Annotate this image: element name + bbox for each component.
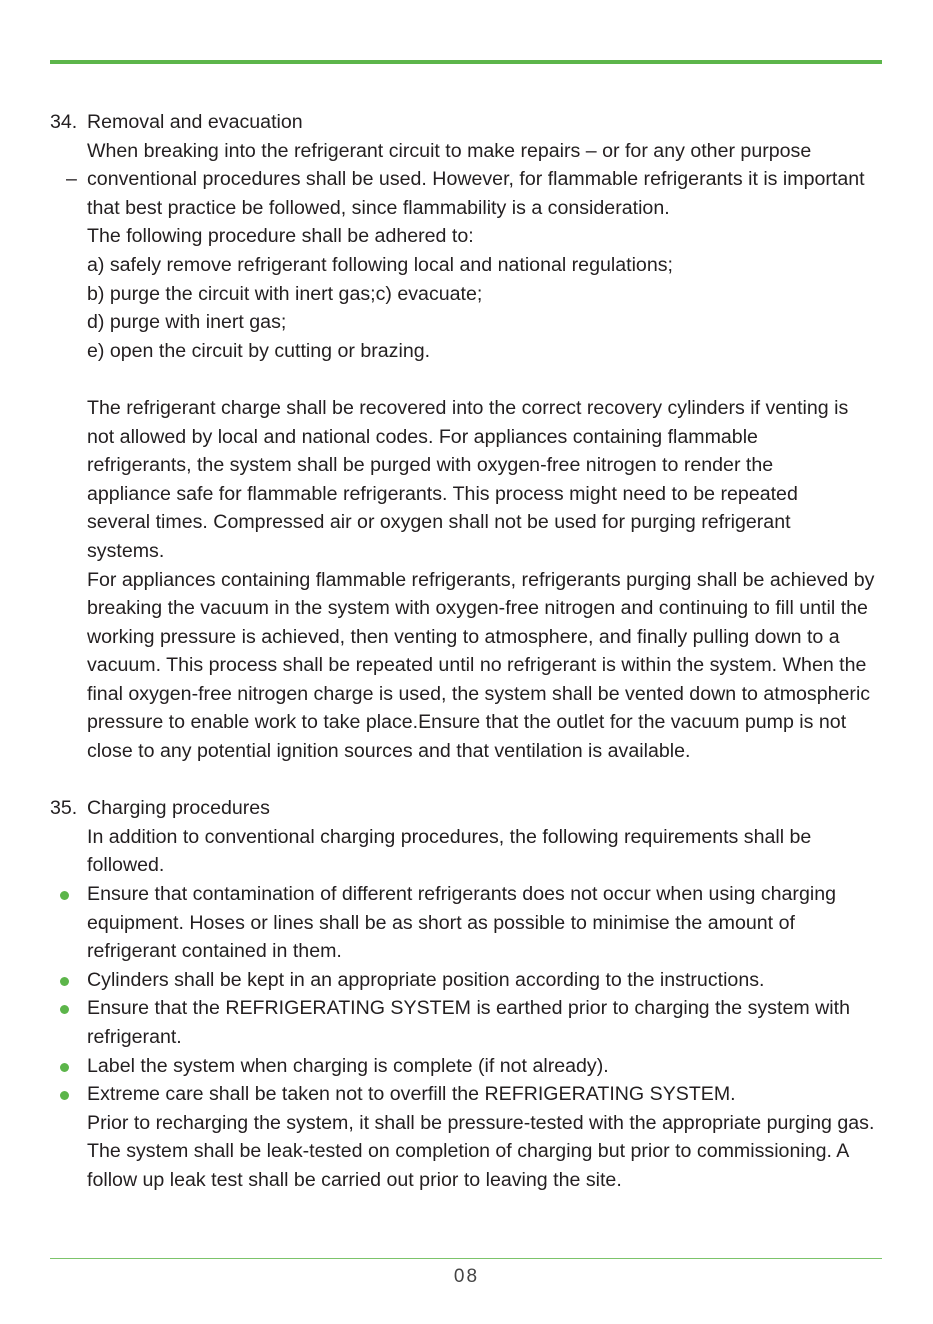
section-35-intro: In addition to conventional charging procedures, the following requirements shall be followed. xyxy=(87,825,812,877)
procedure-step-b-c: b) purge the circuit with inert gas;c) evacuate; xyxy=(87,282,483,305)
intro-dash: – xyxy=(66,168,77,191)
bullet-dot-icon xyxy=(60,977,69,986)
bullet-text: Cylinders shall be kept in an appropriate position according to the instructions. xyxy=(87,968,765,991)
page-number: 08 xyxy=(453,1266,480,1287)
section-34-heading xyxy=(50,108,900,137)
section-34-number: 34. xyxy=(50,111,78,133)
section-34-procedure-intro: The following procedure shall be adhered to: xyxy=(87,225,474,248)
bullet-dot-icon xyxy=(60,1063,69,1072)
section-34-title: Removal and evacuation xyxy=(87,111,303,133)
bullet-text: Ensure that the REFRIGERATING SYSTEM is earthed prior to charging the system with refrigerant. xyxy=(87,997,850,1048)
bullet-text: Ensure that contamination of different refrigerants does not occur when using charging equipment. Hoses or lines shall be as short as possible to minimise the amount of refrigerant contained in them. xyxy=(87,883,837,963)
bullet-item xyxy=(50,966,887,995)
section-35-heading xyxy=(50,794,900,823)
bullet-text: Extreme care shall be taken not to overfill the REFRIGERATING SYSTEM. xyxy=(87,1083,736,1106)
bullet-dot-icon xyxy=(60,1091,69,1100)
page-content xyxy=(50,108,900,1195)
section-34-intro-line2 xyxy=(50,165,867,222)
bullet-item xyxy=(50,1080,867,1109)
section-34-paragraph-1: The refrigerant charge shall be recovered into the correct recovery cylinders if venting is not allowed by local and national codes. For appliances containing flammable refrigerants, the system shall be purged with oxygen-free nitrogen to render the appliance safe for flammable refrigerants. This process might need to be repeated several times. Compressed air or oxygen shall not be used for purging refrigerant systems. xyxy=(87,396,849,562)
header-rule xyxy=(50,60,882,64)
section-34-paragraph-2: For appliances containing flammable refrigerants, refrigerants purging shall be achieved by breaking the vacuum in the system with oxygen-free nitrogen and continuing to fill until the working pressure is achieved, then venting to atmosphere, and finally pulling down to a vacuum. This process shall be repeated until no refrigerant is within the system. When the final oxygen-free nitrogen charge is used, the system shall be vented down to atmospheric pressure to enable work to take place.Ensure that the outlet for the vacuum pump is not close to any potential ignition sources and that ventilation is available. xyxy=(87,568,875,763)
footer-rule xyxy=(50,1258,882,1259)
section-34-intro-line1: When breaking into the refrigerant circuit to make repairs – or for any other purpose xyxy=(87,139,812,162)
bullet-dot-icon xyxy=(60,891,69,900)
section-35-title: Charging procedures xyxy=(87,797,270,820)
bullet-item xyxy=(50,1052,867,1081)
section-35-number: 35. xyxy=(50,797,78,820)
procedure-step-e: e) open the circuit by cutting or brazing. xyxy=(87,339,431,362)
section-34-intro-text: conventional procedures shall be used. However, for flammable refrigerants it is important that best practice be followed, since flammability is a consideration. xyxy=(87,168,865,219)
bullet-dot-icon xyxy=(60,1005,69,1014)
bullet-item xyxy=(50,880,867,966)
bullet-item xyxy=(50,994,867,1051)
procedure-step-d: d) purge with inert gas; xyxy=(87,311,287,334)
bullet-text: Label the system when charging is complete (if not already). xyxy=(87,1054,609,1077)
procedure-step-a: a) safely remove refrigerant following local and national regulations; xyxy=(87,253,673,276)
section-35-closing: Prior to recharging the system, it shall be pressure-tested with the appropriate purging gas. The system shall be leak-tested on completion of charging but prior to commissioning. A follow up leak test shall be carried out prior to leaving the site. xyxy=(87,1111,875,1191)
